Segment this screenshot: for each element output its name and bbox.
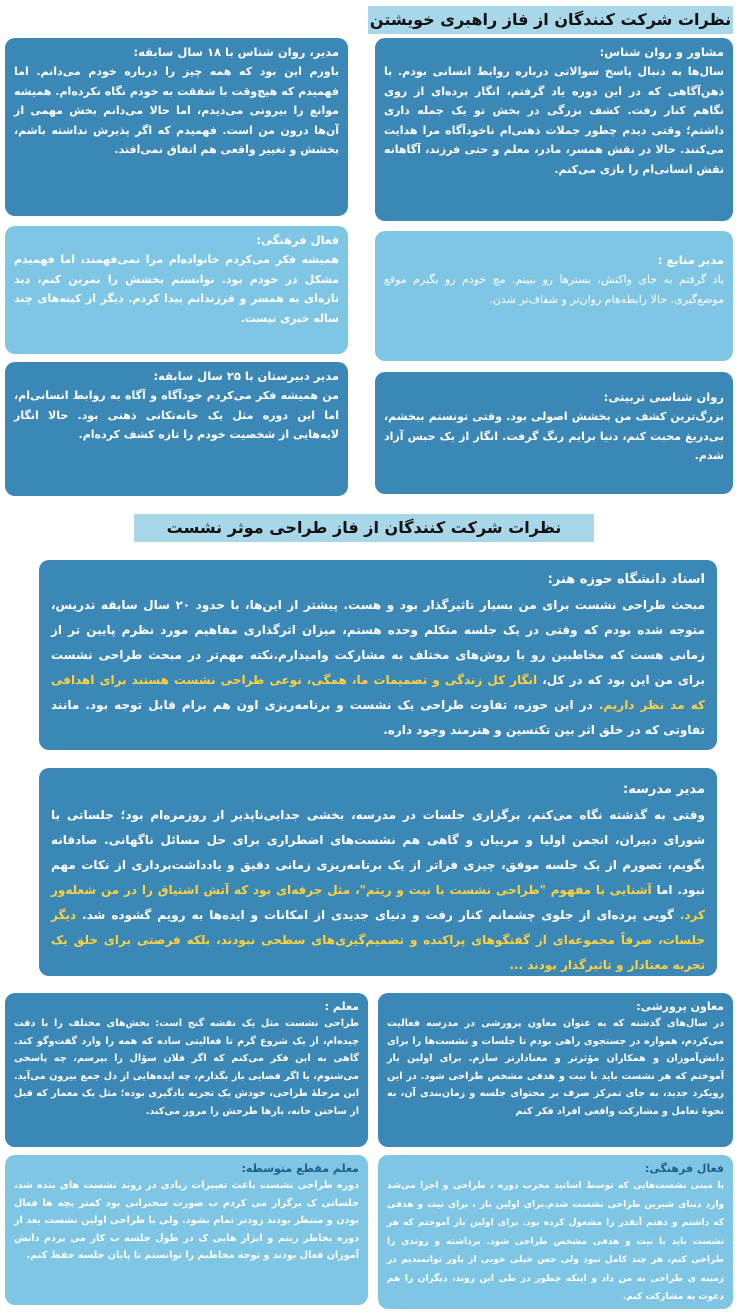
card-heading: روان شناسی تربیتی:	[603, 390, 724, 404]
card-manager-psychologist	[5, 38, 348, 216]
highlight-text: آشنایی با مفهوم "طراحی نشست با نیت و ریتم"، مثل جرقه‌ای بود که آتش اشتیاق را در من شعله‌ور کرد.	[51, 883, 705, 922]
card-body: بزرگ‌ترین کشف من بخشش اصولی بود. وقتی تونستم ببخشم، بی‌دریغ محبت کنم، دنیا برایم رنگ گرفت. انگار از یک حبس آزاد شدم.	[384, 410, 724, 462]
card-art-professor	[39, 560, 717, 750]
card-secondary-teacher	[5, 1155, 368, 1305]
card-counselor	[375, 38, 733, 221]
card-body: یاد گرفتم به جای واکنش، بسترها رو ببینم. مچ خودم رو بگیرم موقع موضع‌گیری. حالا رابطه‌هام روان‌تر و شفاف‌تر شدن.	[384, 273, 724, 306]
body-text: گویی پرده‌ای از جلوی چشمانم کنار رفت و دنیای جدیدی از امکانات و ایده‌ها به رویم گشوده شد.	[76, 908, 680, 922]
card-heading: معلم :	[324, 1000, 359, 1013]
body-text: در این حوزه، تفاوت طراحی یک نشست و برنامه‌ریزی اون هم برام قابل توجه بود. مانند تفاوتی که در خلق اثر بین تکنسین و هنرمند وجود داره.	[51, 698, 705, 737]
card-body	[51, 593, 705, 743]
highlight-text: انگار کل زندگی و تصمیمات ما، همگی، نوعی طراحی نشست هستند برای اهدافی که مد نظر داریم.	[51, 673, 705, 712]
section1-title: نظرات شرکت کنندگان از فاز راهبری خویشتن	[368, 6, 733, 34]
card-heading: فعال فرهنگی:	[256, 233, 339, 247]
card-body: دوره طراحی نشست باعث تغییرات زیادی در روند نشست های بنده شد، جلساتی ک برگزار می کردم ب صورت سخنرانی بود کمتر بچه ها فعال بودن و منتظر بودند زودتر تمام بشود. ولی با طراحی اولین نشست بعد از دوره بخاطر ریتم و ابزار هایی ک در طول جلسه ب کار می بردم دانش آموزان فعال بودند و توجه مخاطبم را توانستم تا پایان جلسه حفظ کنم.	[14, 1180, 359, 1261]
card-school-principal	[39, 768, 717, 976]
card-body: همیشه فکر می‌کردم خانواده‌ام مرا نمی‌فهمند، اما فهمیدم مشکل در خودم بود. توانستم بخشش را تمرین کنم، دید تازه‌ای به همسر و فرزندانم پیدا کردم. دیگر از کینه‌های چند ساله خبری نیست.	[14, 253, 339, 325]
card-resources-manager	[375, 231, 733, 361]
card-body: طراحی نشست مثل یک نقشه گنج است: بخش‌های مختلف را با دقت چیده‌ام، از یک شروع گرم تا فعالیتی ساده که همه را وارد گفت‌وگو کند. گاهی به این فکر می‌کنم که اگر فلان سؤال را بپرسم، چه پاسخی می‌شنوم، یا اگر فضایی باز بگذارم، چه ایده‌هایی از دل جمع بیرون می‌آید. این مرحلهٔ طراحی، خودش یک تجربه یادگیری بوده؛ مثل یک معمار که قبل از ساختن خانه، بارها طرحش را مرور می‌کند.	[14, 1018, 359, 1117]
card-heading: معلم مقطع متوسطه:	[241, 1162, 359, 1175]
card-heading: مدیر، روان شناس با ۱۸ سال سابقه:	[133, 45, 339, 59]
card-heading: مدیر دبیرستان با ۲۵ سال سابقه:	[153, 369, 339, 383]
card-teacher	[5, 993, 368, 1147]
card-heading: مدیر منابع :	[657, 253, 724, 267]
card-heading: مدیر مدرسه:	[623, 782, 705, 797]
card-heading: استاد دانشگاه حوزه هنر:	[547, 572, 705, 587]
card-heading: معاون پرورشی:	[636, 1000, 724, 1013]
card-cultural-activist	[5, 226, 348, 354]
card-body: سال‌ها به دنبال پاسخ سوالاتی درباره روابط انسانی بودم. با ذهن‌آگاهی که در این دوره یاد گرفتم، انگار پرده‌ای از روی نگاهم کنار رفت. کشف بزرگی در بخش تو یک جمله داری داشتم؛ وقتی دیدم چطور جملات ذهنی‌ام ناخودآگاه مرا هدایت می‌کنند. حالا در نقش همسر، مادر، معلم و حتی فرزند، آگاهانه نقش انسانی‌ام را بازی می‌کنم.	[384, 65, 724, 176]
card-body: در سال‌های گذشته که به عنوان معاون پرورشی در مدرسه فعالیت می‌کردم، همواره در جستجوی راهی بودم تا جلسات و نشست‌ها را برای دانش‌آموزان و همکاران مؤثرتر و معنادارتر سازم. برای اولین بار آموختم که هر نشست باید با نیت و هدفی مشخص طراحی شود. در این رویکرد جدید، به جای تمرکز صرف بر محتوای جلسه و زمان‌بندی آن، به نحوهٔ تعامل و مشارکت واقعی افراد فکر کنم	[387, 1018, 724, 1117]
highlight-text: دیگر جلسات، صرفاً مجموعه‌ای از گفتگوهای پراکنده و تصمیم‌گیری‌های سطحی نبودند، بلکه فرصتی برای خلق یک تجربه معنادار و تاثیرگذار بودند ...	[51, 908, 705, 972]
card-body: با مبنی نشست‌هایی که توسط اساتید مجرب دوره ، طراحی و اجرا می‌شد وارد دنیای شیرین طراحی نشست شدم.برای اولین بار ، برای نیت و هدفی که داشتم و ذهنم آنقدر را مشغول کرده بود. برای اولین بار آموختم که هر نشست باید با نیت و هدفی مشخص طراحی شود. برداشته و روندی را طراحی کنم، هر چند کامل نبود ولی حس خیلی خوبی از باور توانمندیم در زمینه ی طراحی به من داد و اینکه چطور در طی این روند، دیگران را هم دعوت به مشارکت کنم.	[387, 1181, 724, 1302]
card-heading: فعال فرهنگی:	[644, 1162, 724, 1175]
card-deputy-principal	[378, 993, 733, 1147]
card-highschool-principal	[5, 362, 348, 496]
body-text: وقتی به گذشته نگاه می‌کنم، برگزاری جلسات در مدرسه، بخشی جدایی‌ناپذیر از روزمره‌ام بود؛ جلساتی با شورای دبیران، انجمن اولیا و مربیان و گاهی هم نشست‌های اضطراری برای حل مسائل ناگهانی. صادقانه بگویم، تصورم از یک جلسه موفق، چیزی فراتر از یک برنامه‌ریزی زمانی دقیق و یادداشت‌برداری از نکات مهم نبود. اما	[51, 808, 705, 897]
card-body: من همیشه فکر می‌کردم خودآگاه و آگاه به روابط انسانی‌ام، اما این دوره مثل یک خانه‌تکانی ذهنی بود. حالا انگار لایه‌هایی از شخصیت خودم را تازه کشف کرده‌ام.	[14, 389, 339, 441]
section2-title: نظرات شرکت کنندگان از فاز طراحی موثر نشست	[134, 514, 594, 542]
card-educational-psychologist	[375, 372, 733, 494]
card-heading: مشاور و روان شناس:	[599, 45, 724, 59]
card-body: باورم این بود که همه چیز را درباره خودم می‌دانم. اما فهمیدم که هیچ‌وقت با شفقت به خودم نگاه نکرده‌ام. همیشه موانع را بیرونی می‌دیدم، اما حالا می‌دانم بخش مهمی از آن‌ها درون من است. فهمیدم که اگر پذیرش نداشته باشم، بخشش و تغییر واقعی هم اتفاق نمی‌افتد.	[14, 65, 339, 156]
card-cultural-activist-2	[378, 1155, 733, 1309]
card-body	[51, 803, 705, 976]
body-text: مبحث طراحی نشست برای من بسیار تاثیرگذار بود و هست. پیشتر از این‌ها، با حدود ۲۰ سال سابقه تدریس، متوجه شده بودم که وقتی در یک جلسه متکلم وحده هستم، میزان اثرگذاری مفاهیم مورد نظرم پایین تر از زمانی هست که مخاطبین رو با روش‌های مختلف به مشارکت وامیدارم.نکته مهم‌تر در مبحث طراحی نشست برای من این بود که در کل،	[51, 598, 706, 687]
